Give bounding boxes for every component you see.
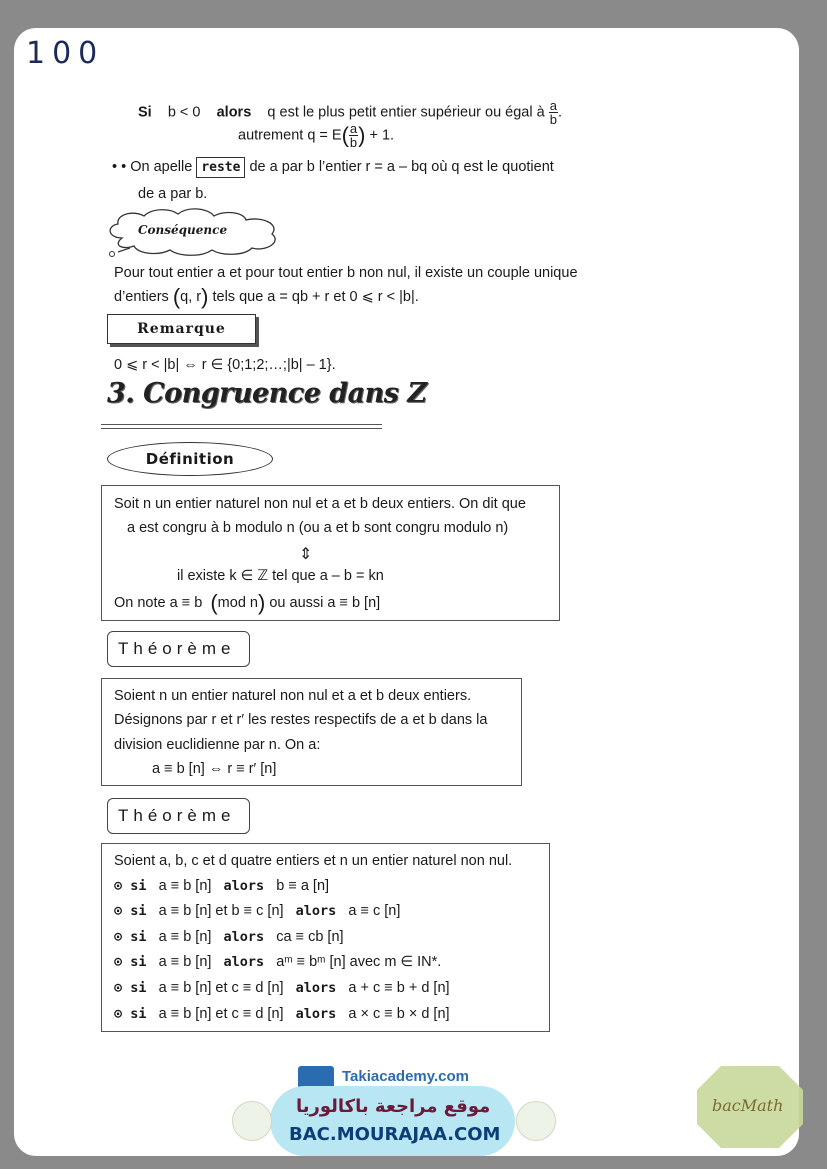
si-keyword: Si bbox=[138, 104, 152, 121]
alors-keyword: alors bbox=[216, 104, 252, 121]
property-row: ⊙ si a ≡ b [n] alors aᵐ ≡ bᵐ [n] avec m ∈ IN*. bbox=[114, 954, 442, 970]
site-url[interactable]: BAC.MOURAJAA.COM bbox=[289, 1124, 501, 1145]
consequence-label: Conséquence bbox=[138, 223, 228, 237]
property-row: ⊙ si a ≡ b [n] et b ≡ c [n] alors a ≡ c [n] bbox=[114, 903, 401, 919]
condition: b < 0 bbox=[167, 104, 201, 121]
plus-one: + 1. bbox=[369, 127, 395, 144]
top-line-2: autrement q = E( $\frac{a}{b}$ ) + 1. bbox=[238, 121, 395, 150]
bacmath-text: bacMath bbox=[712, 1096, 784, 1115]
fraction-a-b: $\frac{a}{b}$ bbox=[549, 98, 557, 127]
page-number: 100 bbox=[26, 36, 105, 71]
top-line-3 bbox=[112, 157, 554, 178]
consequence-line-1: Pour tout entier a et pour tout entier b non nul, il existe un couple unique bbox=[114, 265, 578, 281]
theoreme-1-line-2: Désignons par r et r′ les restes respectifs de a et b dans la bbox=[114, 712, 488, 728]
definition-line-3: il existe k ∈ ℤ tel que a – b = kn bbox=[177, 568, 384, 584]
top-line-1: Si b < 0 alors q est le plus petit entier supérieur ou égal à $\frac{a}{b}$ . bbox=[138, 98, 562, 127]
consequence-line-2: d’entiers (q, r) tels que a = qb + r et 0 ⩽ r < |b|. bbox=[114, 284, 419, 309]
section-rule-top bbox=[101, 424, 382, 425]
property-row: ⊙ si a ≡ b [n] alors b ≡ a [n] bbox=[114, 878, 330, 894]
definition-line-4: On note a ≡ b (mod n) ou aussi a ≡ b [n] bbox=[114, 590, 381, 615]
definition-label: Définition bbox=[107, 442, 273, 476]
otherwise-text: autrement q = E bbox=[238, 127, 342, 144]
section-title: 3. Congruence dans Z bbox=[107, 378, 427, 409]
takiacademy-text[interactable]: Takiacademy.com bbox=[342, 1068, 470, 1085]
equivalence-arrow: ⇕ bbox=[299, 546, 313, 563]
theoreme-2-label: Théorème bbox=[107, 798, 250, 834]
section-rule-bottom bbox=[101, 428, 382, 429]
arabic-site-name: موقع مراجعة باكالوريا bbox=[296, 1096, 491, 1117]
theoreme-1-label: Théorème bbox=[107, 631, 250, 667]
right-logo-icon bbox=[516, 1101, 556, 1141]
theoreme-1-line-1: Soient n un entier naturel non nul et a et b deux entiers. bbox=[114, 688, 472, 704]
definition-line-1: Soit n un entier naturel non nul et a et b deux entiers. On dit que bbox=[114, 496, 526, 512]
theoreme-2-intro: Soient a, b, c et d quatre entiers et n un entier naturel non nul. bbox=[114, 853, 513, 869]
reste-definition: de a par b l’entier r = a – bq où q est le quotient bbox=[249, 159, 554, 175]
left-logo-icon bbox=[232, 1101, 272, 1141]
top-line-4: de a par b. bbox=[138, 186, 208, 202]
property-row: ⊙ si a ≡ b [n] alors ca ≡ cb [n] bbox=[114, 929, 344, 945]
remarque-line: 0 ⩽ r < |b| ⇔ r ∈ {0;1;2;…;|b| – 1}. bbox=[114, 357, 336, 373]
theoreme-1-line-3: division euclidienne par n. On a: bbox=[114, 737, 321, 753]
property-row: ⊙ si a ≡ b [n] et c ≡ d [n] alors a + c ≡ b + d [n] bbox=[114, 980, 450, 996]
property-row: ⊙ si a ≡ b [n] et c ≡ d [n] alors a × c ≡ b × d [n] bbox=[114, 1006, 450, 1022]
fraction-a-b-2: $\frac{a}{b}$ bbox=[349, 121, 358, 150]
reste-box: reste bbox=[196, 157, 245, 178]
bullet-text: • • On apelle bbox=[112, 159, 193, 175]
definition-line-2: a est congru à b modulo n (ou a et b sont congru modulo n) bbox=[127, 520, 509, 536]
remarque-label: Remarque bbox=[107, 314, 256, 344]
statement: q est le plus petit entier supérieur ou égal à bbox=[267, 104, 545, 121]
theoreme-1-line-4: a ≡ b [n] ⇔ r ≡ r′ [n] bbox=[152, 761, 277, 777]
